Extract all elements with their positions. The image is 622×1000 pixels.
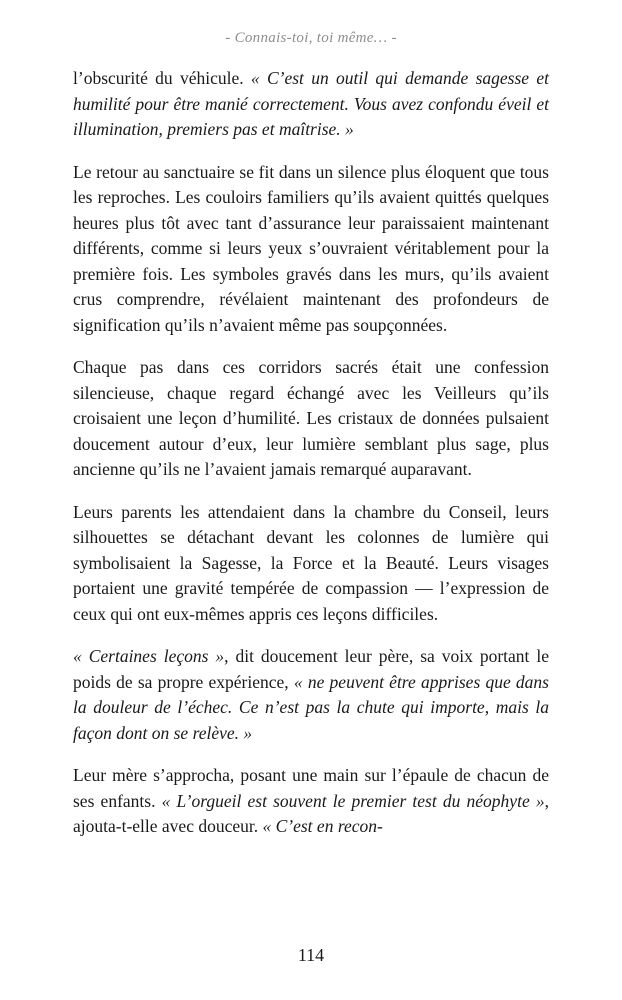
roman-run: Leur mère s’approcha, posant une main sur l’épaule de chacun de ses enfants. bbox=[73, 765, 549, 811]
paragraph bbox=[73, 644, 549, 746]
roman-run: Le retour au sanctuaire se fit dans un silence plus éloquent que tous les reproches. Les couloirs familiers qu’ils avaient quittés quelques heures plus tôt avec tant d’assurance leur paraissaient maintenant différents, comme si leurs yeux s’ouvraient véritablement pour la première fois. Les symboles gravés dans les murs, qu’ils avaient crus comprendre, révélaient maintenant des profondeurs de signification qu’ils n’avaient même pas soupçonnées. bbox=[73, 161, 549, 335]
roman-run: Leurs parents les attendaient dans la chambre du Conseil, leurs silhouettes se détachant devant les colonnes de lumière qui symbolisaient la Sagesse, la Force et la Beauté. Leurs visages portaient une gravité tempérée de compassion — l’expression de ceux qui ont eux-mêmes appris ces leçons difficiles. bbox=[73, 501, 549, 624]
italic-run: « C’est en recon- bbox=[262, 816, 383, 836]
paragraph bbox=[73, 355, 549, 483]
italic-run: « L’orgueil est souvent le premier test du néophyte » bbox=[161, 790, 545, 811]
paragraph bbox=[73, 66, 549, 143]
roman-run: , dit doucement leur père, sa voix portant le poids de sa propre expérience, bbox=[73, 646, 549, 692]
roman-run: l’obscurité du véhicule. bbox=[73, 68, 251, 88]
paragraph bbox=[73, 763, 549, 840]
running-header: - Connais-toi, toi même… - bbox=[225, 30, 397, 46]
italic-run: « C’est un outil qui demande sagesse et humilité pour être manié correctement. Vous avez confondu éveil et illumination, premiers pas et maîtrise. » bbox=[73, 68, 549, 139]
roman-run: Chaque pas dans ces corridors sacrés était une confession silencieuse, chaque regard échangé avec les Veilleurs qu’ils croisaient une leçon d’humilité. Les cristaux de données pulsaient doucement autour d’eux, leur lumière semblant plus sage, plus ancienne qu’ils ne l’avaient jamais remarqué auparavant. bbox=[73, 357, 549, 479]
paragraph bbox=[73, 160, 549, 339]
italic-run: « Certaines leçons » bbox=[73, 646, 225, 666]
italic-run: « ne peuvent être apprises que dans la douleur de l’échec. Ce n’est pas la chute qui importe, mais la façon dont on se relève. » bbox=[73, 671, 549, 743]
body-text bbox=[73, 66, 549, 857]
roman-run: , ajouta-t-elle avec douceur. bbox=[73, 790, 549, 836]
paragraph bbox=[73, 500, 549, 628]
page-number: 114 bbox=[297, 945, 325, 965]
